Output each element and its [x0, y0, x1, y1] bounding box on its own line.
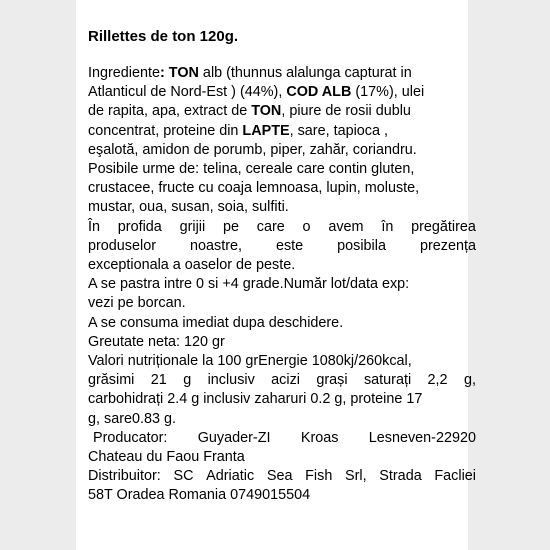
nutrition-line-3: carbohidrați 2.4 g inclusiv zaharuri 0.2 g, proteine 17 — [88, 391, 423, 408]
allergens-line-2: crustacee, fructe cu coaja lemnoasa, lupin, moluste, — [88, 180, 420, 197]
word: pe — [222, 218, 239, 235]
word: Srl, — [345, 468, 367, 485]
word: grijii — [179, 218, 206, 235]
product-title: Rillettes de ton 120g. — [88, 28, 239, 45]
nutrition-line-4: g, sare0.83 g. — [88, 410, 177, 427]
ingredients-line-1 — [88, 64, 476, 83]
word: pregătirea — [411, 218, 476, 235]
text-segment: de rapita, apa, extract de — [88, 103, 252, 120]
producer-line-1 — [88, 429, 476, 448]
distributor-line-1 — [88, 467, 476, 486]
word: Adriatic — [206, 468, 255, 485]
net-weight: Greutate neta: 120 gr — [88, 333, 225, 350]
word: Producator: — [93, 429, 168, 446]
word: Kroas — [300, 429, 339, 446]
text-segment: Atlanticul de Nord-Est ) (44%), — [88, 84, 287, 101]
allergen-ton: TON — [251, 103, 282, 120]
word: grăsimi — [88, 372, 135, 389]
storage-line-1: A se pastra intre 0 si +4 grade.Număr lot/data exp: — [88, 276, 410, 293]
nutrition-line-2 — [88, 371, 476, 390]
word: Guyader-ZI — [197, 429, 271, 446]
word: 2,2 — [427, 372, 448, 389]
fish-bone-notice-line-3: exceptionala a oaselor de peste. — [88, 257, 296, 274]
word: o — [302, 218, 311, 235]
word: prezența — [419, 237, 476, 254]
product-label-card — [76, 0, 476, 550]
word: produselor — [88, 237, 156, 254]
producer-line-2: Chateau du Faou Franta — [88, 449, 245, 466]
allergen-lapte: LAPTE — [242, 122, 290, 139]
word: Lesneven-22920 — [368, 429, 476, 446]
word: noastre, — [189, 237, 242, 254]
word: care — [256, 218, 285, 235]
storage-line-3: A se consuma imediat dupa deschidere. — [88, 314, 344, 331]
allergens-line-3: mustar, oua, susan, soia, sulfiti. — [88, 199, 289, 216]
word: Fish — [305, 468, 333, 485]
word: profida — [117, 218, 162, 235]
word: SC — [173, 468, 194, 485]
word: grași — [316, 372, 348, 389]
word: saturați — [363, 372, 412, 389]
word: Facliei — [434, 468, 476, 485]
word: g — [183, 372, 192, 389]
label-text-body — [88, 64, 476, 506]
text-segment: (17%), ulei — [351, 84, 425, 101]
word: inclusiv — [207, 372, 255, 389]
word: Sea — [266, 468, 293, 485]
distributor-line-2: 58T Oradea Romania 0749015504 — [88, 487, 311, 504]
text-segment: alb (thunnus alalunga capturat in — [198, 65, 412, 81]
ingredients-line-2 — [88, 83, 476, 102]
text-segment: , piure de rosii dublu — [281, 103, 411, 120]
nutrition-line-1: Valori nutriționale la 100 grEnergie 1080kj/260kcal, — [88, 353, 412, 370]
allergens-line-1: Posibile urme de: telina, cereale care contin gluten, — [88, 161, 415, 178]
word: 21 — [150, 372, 167, 389]
storage-line-2: vezi pe borcan. — [88, 295, 186, 312]
word: avem — [328, 218, 364, 235]
allergen-ton: : TON — [160, 65, 199, 81]
fish-bone-notice-line-2 — [88, 237, 476, 256]
word: Distribuitor: — [88, 468, 161, 485]
word: g, — [463, 372, 476, 389]
text-segment: , sare, tapioca , — [289, 122, 388, 139]
word: În — [88, 218, 101, 235]
ingredients-line-4 — [88, 122, 476, 141]
word: în — [381, 218, 394, 235]
text-segment: concentrat, proteine din — [88, 122, 243, 139]
word: posibila — [337, 237, 386, 254]
ingredients-line-3 — [88, 102, 476, 121]
ingredients-heading: Ingrediente — [88, 65, 161, 81]
allergen-cod-alb: COD ALB — [286, 84, 352, 101]
word: Strada — [379, 468, 422, 485]
fish-bone-notice-line-1 — [88, 218, 476, 237]
word: este — [275, 237, 304, 254]
ingredients-line-5: eşalotă, amidon de porumb, piper, zahăr, coriandru. — [88, 141, 417, 158]
word: acizi — [271, 372, 300, 389]
